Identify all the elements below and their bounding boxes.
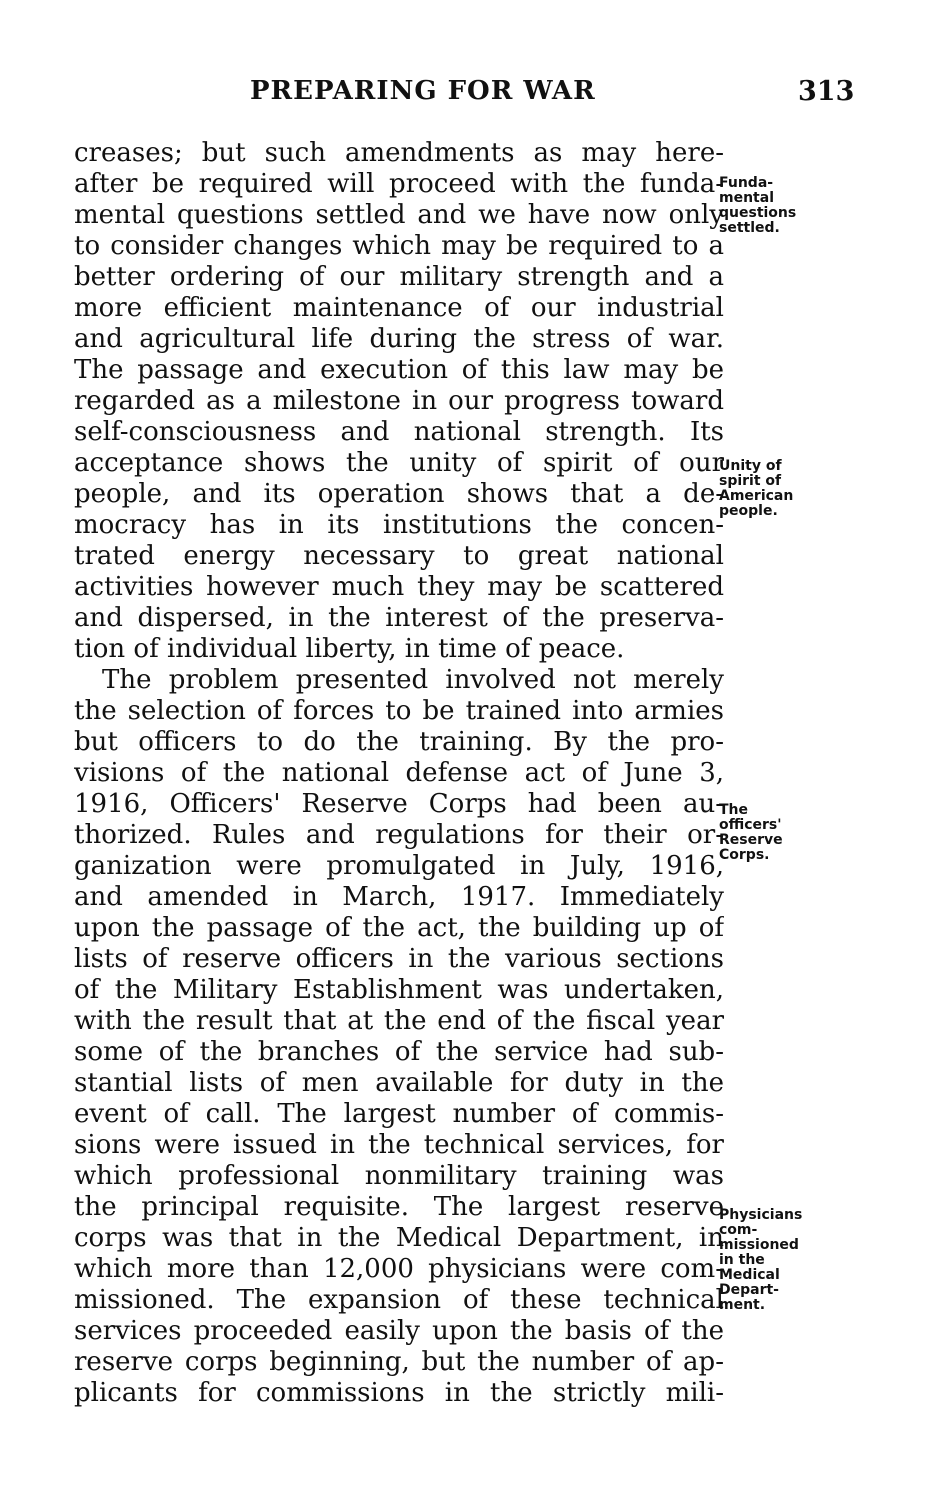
running-head: PREPARING FOR WAR [250,76,596,106]
sidenote-fundamental-questions [719,176,869,236]
page-number: 313 [798,76,855,107]
text-line: of the Military Establishment was undertaken, [74,975,724,1005]
sidenote-line: questions [719,205,797,221]
sidenote-line: Reserve [719,832,783,848]
sidenote-line: settled. [719,220,780,236]
sidenote-line: The [719,802,749,818]
text-line: stantial lists of men available for duty in the [74,1068,724,1098]
paragraph-1 [74,138,724,665]
sidenote-line: Depart- [719,1282,779,1298]
text-line: which professional nonmilitary training was [74,1161,724,1191]
text-line: the principal requisite. The largest reserve [74,1192,724,1222]
sidenote-line: spirit of [719,473,782,489]
text-line: activities however much they may be scattered [74,572,724,602]
text-line: 1916, Officers' Reserve Corps had been au- [74,789,724,819]
sidenote-line: officers' [719,817,782,833]
paragraph-2 [74,665,724,1409]
text-line: corps was that in the Medical Department, in [74,1223,724,1253]
text-line: better ordering of our military strength and a [74,262,724,292]
text-line: and amended in March, 1917. Immediately [74,882,724,912]
page-header [0,76,950,116]
text-line: to consider changes which may be required to a [74,231,724,261]
text-line: event of call. The largest number of commis- [74,1099,724,1129]
sidenote-line: com- [719,1222,758,1238]
sidenote-line: ment. [719,1297,766,1313]
text-line: lists of reserve officers in the various sections [74,944,724,974]
text-line: after be required will proceed with the funda- [74,169,724,199]
text-line: The problem presented involved not merely [102,665,724,695]
text-line: The passage and execution of this law may be [74,355,724,385]
sidenote-officers-reserve-corps [719,803,869,863]
sidenote-line: Physicians [719,1207,803,1223]
text-line: more efficient maintenance of our industrial [74,293,724,323]
sidenote-line: mental [719,190,774,206]
sidenote-physicians-commissioned [719,1208,869,1313]
text-line: and dispersed, in the interest of the preserva- [74,603,724,633]
text-line: the selection of forces to be trained into armies [74,696,724,726]
text-line: missioned. The expansion of these technical [74,1285,724,1315]
text-line: trated energy necessary to great national [74,541,724,571]
text-line: creases; but such amendments as may here- [74,138,724,168]
text-line: upon the passage of the act, the building up of [74,913,724,943]
text-line: plicants for commissions in the strictly mili- [74,1378,724,1408]
text-line: sions were issued in the technical services, for [74,1130,724,1160]
text-line: thorized. Rules and regulations for their or- [74,820,724,850]
sidenote-line: in the [719,1252,765,1268]
text-line: services proceeded easily upon the basis of the [74,1316,724,1346]
sidenote-line: missioned [719,1237,799,1253]
sidenote-line: people. [719,503,778,519]
text-line: self-consciousness and national strength. Its [74,417,724,447]
text-line: regarded as a milestone in our progress toward [74,386,724,416]
text-line: but officers to do the training. By the pro- [74,727,724,757]
text-line: mocracy has in its institutions the concen- [74,510,724,540]
text-line: people, and its operation shows that a de- [74,479,724,509]
text-line: which more than 12,000 physicians were com- [74,1254,724,1284]
text-line: visions of the national defense act of June 3, [74,758,724,788]
sidenote-line: Corps. [719,847,770,863]
text-line: ganization were promulgated in July, 1916, [74,851,724,881]
text-line: and agricultural life during the stress of war. [74,324,724,354]
sidenote-line: Funda- [719,175,774,191]
text-line: with the result that at the end of the fiscal year [74,1006,724,1036]
sidenote-line: Unity of [719,458,782,474]
text-line: tion of individual liberty, in time of peace. [74,634,625,664]
body-text [74,138,724,1409]
text-line: reserve corps beginning, but the number of ap- [74,1347,724,1377]
sidenote-line: Medical [719,1267,780,1283]
text-line: mental questions settled and we have now only [74,200,724,230]
text-line: acceptance shows the unity of spirit of our [74,448,724,478]
sidenote-unity-of-spirit [719,459,869,519]
sidenote-line: American [719,488,794,504]
text-line: some of the branches of the service had sub- [74,1037,724,1067]
